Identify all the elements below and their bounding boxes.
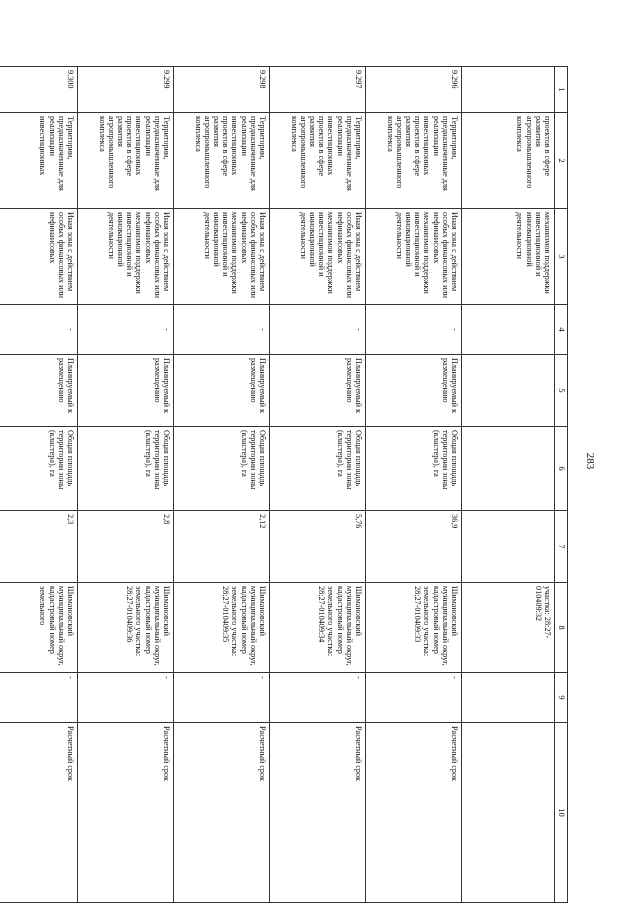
cell-type: Иная зона с действием особых финансовых или нефинансовых механизмов поддержки инвестиционной и инновационной деятельности — [78, 209, 174, 305]
cell-col9: - — [366, 673, 462, 723]
header-cell: 1 — [555, 67, 568, 113]
cell-term — [462, 723, 555, 903]
table-row — [270, 67, 366, 903]
cell-type: механизмов поддержки инвестиционной и инновационной деятельности — [462, 209, 555, 305]
cell-type: Иная зона с действием особых финансовых или нефинансовых — [0, 209, 78, 305]
cell-name: Территории, предназначенные для реализации инвестиционных проектов в сфере развития агропромышленного комплекса — [366, 113, 462, 209]
cell-number: 9.299 — [78, 67, 174, 113]
cell-location: Шимановский муниципальный округ, кадастровый номер земельного — [0, 583, 78, 673]
cell-col4: - — [366, 305, 462, 355]
cell-characteristic: Общая площадь территории зоны (кластера), га — [78, 427, 174, 511]
table-row — [174, 67, 270, 903]
cell-number: 9.296 — [366, 67, 462, 113]
cell-col9 — [462, 673, 555, 723]
cell-col9: - — [0, 673, 78, 723]
cell-value: 5,76 — [270, 511, 366, 583]
cell-type: Иная зона с действием особых финансовых или нефинансовых механизмов поддержки инвестиционной и инновационной деятельности — [174, 209, 270, 305]
header-cell: 3 — [555, 209, 568, 305]
table-container — [38, 66, 568, 902]
cell-status — [462, 355, 555, 427]
table-row — [0, 67, 78, 903]
header-cell: 5 — [555, 355, 568, 427]
page-number: 283 — [584, 452, 596, 470]
cell-col4: - — [174, 305, 270, 355]
cell-col9: - — [174, 673, 270, 723]
header-cell: 9 — [555, 673, 568, 723]
cell-value: 2,3 — [0, 511, 78, 583]
cell-location: Шимановский муниципальный округ, кадастровый номер земельного участка: 28:27-010409:34 — [270, 583, 366, 673]
cell-number — [462, 67, 555, 113]
cell-name: Территории, предназначенные для реализации инвестиционных проектов в сфере развития агропромышленного комплекса — [174, 113, 270, 209]
cell-number: 9.298 — [174, 67, 270, 113]
cell-characteristic: Общая площадь территории зоны (кластера), га — [174, 427, 270, 511]
table-row — [366, 67, 462, 903]
cell-name: проектов в сфере развития агропромышленного комплекса — [462, 113, 555, 209]
cell-col4 — [462, 305, 555, 355]
cell-status: Планируемый к размещению — [174, 355, 270, 427]
cell-characteristic: Общая площадь территории зоны (кластера), га — [366, 427, 462, 511]
table-row — [462, 67, 555, 903]
cell-term: Расчетный срок — [0, 723, 78, 903]
cell-type: Иная зона с действием особых финансовых или нефинансовых механизмов поддержки инвестиционной и инновационной деятельности — [270, 209, 366, 305]
cell-status: Планируемый к размещению — [270, 355, 366, 427]
header-cell: 4 — [555, 305, 568, 355]
cell-number: 9.300 — [0, 67, 78, 113]
cell-name: Территории, предназначенные для реализации инвестиционных — [0, 113, 78, 209]
data-table — [0, 66, 568, 903]
header-cell: 7 — [555, 511, 568, 583]
header-row — [555, 67, 568, 903]
cell-status: Планируемый к размещению — [78, 355, 174, 427]
cell-location: Шимановский муниципальный округ, кадастровый номер земельного участка: 28:27-010409:36 — [78, 583, 174, 673]
cell-status: Планируемый к размещению — [366, 355, 462, 427]
table-row — [78, 67, 174, 903]
header-cell: 2 — [555, 113, 568, 209]
cell-number: 9.297 — [270, 67, 366, 113]
cell-name: Территории, предназначенные для реализации инвестиционных проектов в сфере развития агропромышленного комплекса — [78, 113, 174, 209]
cell-value: 2,8 — [78, 511, 174, 583]
cell-col4: - — [78, 305, 174, 355]
header-cell: 6 — [555, 427, 568, 511]
cell-col9: - — [270, 673, 366, 723]
cell-col9: - — [78, 673, 174, 723]
cell-term: Расчетный срок — [174, 723, 270, 903]
cell-characteristic — [462, 427, 555, 511]
cell-col4: - — [0, 305, 78, 355]
cell-status: Планируемый к размещению — [0, 355, 78, 427]
cell-characteristic: Общая площадь территории зоны (кластера), га — [0, 427, 78, 511]
cell-location: Шимановский муниципальный округ, кадастровый номер земельного участка: 28:27-010409:33 — [366, 583, 462, 673]
cell-term: Расчетный срок — [78, 723, 174, 903]
cell-col4: - — [270, 305, 366, 355]
header-cell: 10 — [555, 723, 568, 903]
cell-value: 36,9 — [366, 511, 462, 583]
header-cell: 8 — [555, 583, 568, 673]
cell-location: Шимановский муниципальный округ, кадастровый номер земельного участка: 28:27-010409:35 — [174, 583, 270, 673]
cell-term: Расчетный срок — [270, 723, 366, 903]
cell-value — [462, 511, 555, 583]
cell-value: 2,12 — [174, 511, 270, 583]
cell-location: участка: 28:27-010409:32 — [462, 583, 555, 673]
cell-term: Расчетный срок — [366, 723, 462, 903]
cell-name: Территории, предназначенные для реализации инвестиционных проектов в сфере развития агропромышленного комплекса — [270, 113, 366, 209]
cell-characteristic: Общая площадь территории зоны (кластера), га — [270, 427, 366, 511]
cell-type: Иная зона с действием особых финансовых или нефинансовых механизмов поддержки инвестиционной и инновационной деятельности — [366, 209, 462, 305]
